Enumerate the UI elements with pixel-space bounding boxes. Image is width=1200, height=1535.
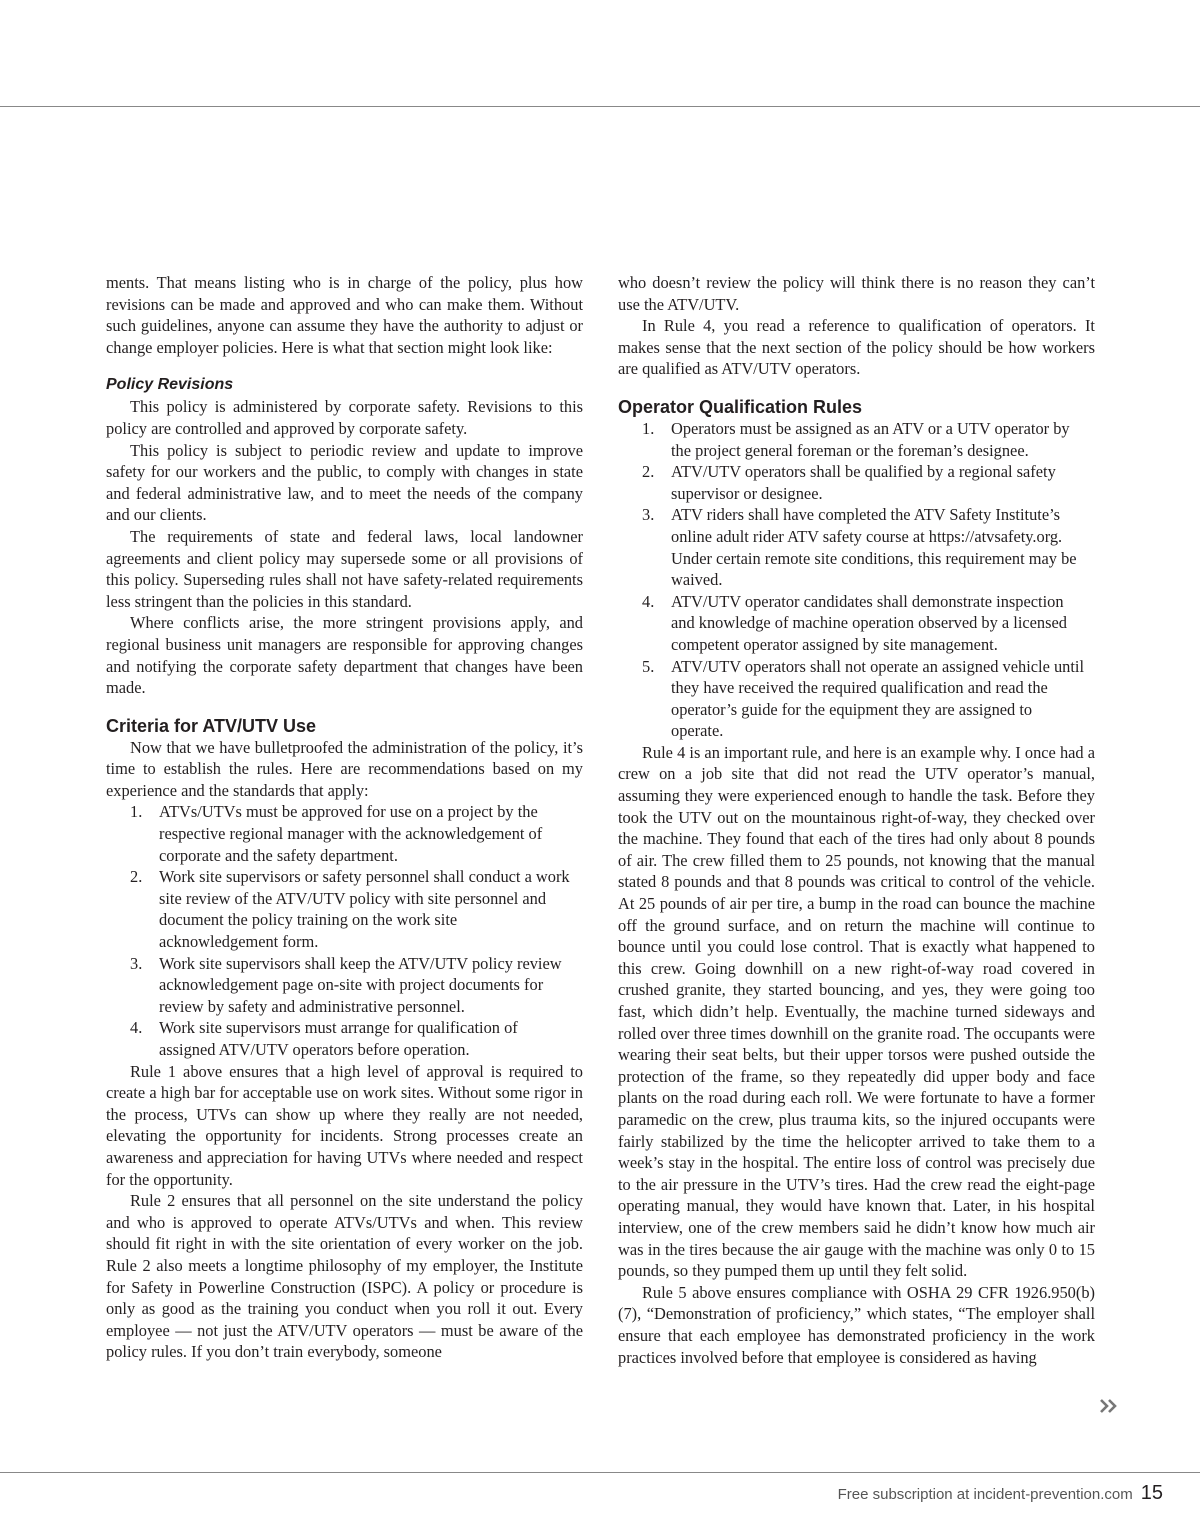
rule2-paragraph: Rule 2 ensures that all personnel on the site understand the policy and who is approved to operate ATVs/UTVs and when. This review should fit right in with the site orientation of every worker on the job. Rule 2 also meets a longtime philosophy of my employer, the Institute for Safety in Powerline Construction (ISPC). A policy or procedure is only as good as the training you conduct when you roll it out. Every employee — not just the ATV/UTV operators — must be aware of the policy rules. If you don’t train everybody, someone (106, 1191, 583, 1362)
page-number: 15 (1140, 1482, 1163, 1504)
list-number: 4. (130, 1018, 143, 1038)
list-text: Operators must be assigned as an ATV or a UTV operator by the project general foreman or the foreman’s designee. (671, 418, 1070, 460)
revisions-paragraph: The requirements of state and federal laws, local landowner agreements and client policy may supersede some or all provisions of this policy. Superseding rules shall not have safety-related requirements less stringent than the policies in this standard. (106, 526, 583, 611)
list-item (106, 801, 583, 866)
rule4-reference-paragraph: In Rule 4, you read a reference to qualification of operators. It makes sense that the next section of the policy should be how workers are qualified as ATV/UTV operators. (618, 316, 1095, 379)
right-column (618, 272, 1095, 1368)
list-item (618, 461, 1095, 504)
list-item (106, 866, 583, 952)
revisions-paragraph: This policy is administered by corporate safety. Revisions to this policy are controlled and approved by corporate safety. (106, 397, 583, 438)
list-text: ATV/UTV operators shall not operate an assigned vehicle until they have received the required qualification and read the operator’s guide for the equipment they are assigned to operate. (671, 656, 1084, 741)
operator-qualification-heading: Operator Qualification Rules (618, 396, 863, 417)
list-number: 5. (642, 656, 655, 676)
list-item (618, 591, 1095, 656)
list-text: Work site supervisors or safety personnel shall conduct a work site review of the ATV/UTV policy with site personnel and document the policy training on the work site acknowledgement form. (159, 867, 570, 952)
list-item (106, 953, 583, 1018)
continued-paragraph: who doesn’t review the policy will think there is no reason they can’t use the ATV/UTV. (618, 273, 1095, 314)
left-column (106, 272, 583, 1363)
policy-revisions-heading: Policy Revisions (106, 376, 234, 394)
story-paragraph: Rule 4 is an important rule, and here is an example why. I once had a crew on a job site that did not read the UTV operator’s manual, assuming they were experienced enough to handle the task. Before they took the UTV out on the mountainous right-of-way, they checked over the machine. They found that each of the tires had only about 8 pounds of air. The crew filled them to 25 pounds, not knowing that the manual stated 8 pounds and that 8 pounds was critical to control of the vehicle. At 25 pounds of air per tire, a bump in the road can bounce the machine off the ground surface, and on return the machine will continue to bounce until you could lose control. That is exactly what happened to this crew. Going downhill on a new right-of-way road covered in crushed granite, they started bouncing, and yes, they were going too fast, which didn’t help. Eventually, the machine turned sideways and rolled over three times downhill on the granite road. The occupants were wearing their seat belts, but their upper torsos were pushed outside the protection of the frame, so they repeatedly did upper body and face plants on the road during each roll. We were fortunate to have a former paramedic on the crew, plus trauma kits, so the injured occupants were fairly stabilized by the time the helicopter arrived to take them to a week’s stay in the hospital. The entire loss of control was precisely due to the air pressure in the UTV’s tires. Had the crew read the eight-page operating manual, they would have known that. Later, in his hospital interview, one of the crew members said he didn’t know how much air was in the tires because the air gauge with the machine was only 0 to 15 pounds, so they pumped them up until they felt solid. (618, 742, 1095, 1281)
list-item (106, 1017, 583, 1060)
revisions-paragraph: Where conflicts arise, the more stringent provisions apply, and regional business unit managers are responsible for approving changes and notifying the corporate safety department that changes have been made. (106, 613, 583, 698)
intro-paragraph: ments. That means listing who is in charge of the policy, plus how revisions can be made and approved and who can make them. Without such guidelines, anyone can assume they have the authority to adjust or change employer policies. Here is what that section might look like: (106, 273, 583, 357)
double-chevron-right-icon (1099, 1398, 1119, 1414)
list-item (618, 418, 1095, 461)
list-number: 2. (642, 462, 655, 482)
top-rule (0, 106, 1200, 107)
rule5-paragraph: Rule 5 above ensures compliance with OSHA 29 CFR 1926.950(b)(7), “Demonstration of proficiency,” which states, “The employer shall ensure that each employee has demonstrated proficiency in the work practices involved before that employee is considered as having (618, 1282, 1095, 1367)
list-number: 2. (130, 867, 143, 887)
list-text: ATV/UTV operator candidates shall demonstrate inspection and knowledge of machine operation observed by a licensed competent operator assigned by site management. (671, 591, 1067, 654)
criteria-paragraph: Now that we have bulletproofed the administration of the policy, it’s time to establish the rules. Here are recommendations based on my experience and the standards that apply: (106, 737, 583, 800)
list-number: 1. (130, 802, 143, 822)
list-text: ATV/UTV operators shall be qualified by a regional safety supervisor or designee. (671, 462, 1056, 503)
criteria-heading: Criteria for ATV/UTV Use (106, 715, 317, 736)
subscription-text: Free subscription at incident-prevention.com (837, 1486, 1133, 1503)
list-number: 4. (642, 591, 655, 611)
list-number: 3. (642, 505, 655, 525)
list-item (618, 656, 1095, 742)
list-number: 3. (130, 953, 143, 973)
bottom-rule (0, 1472, 1200, 1473)
revisions-paragraph: This policy is subject to periodic review and update to improve safety for our workers and the public, to comply with changes in state and federal administrative law, and to meet the needs of the company and our clients. (106, 440, 583, 525)
list-number: 1. (642, 418, 655, 438)
criteria-rules-list (106, 801, 583, 1060)
rule1-paragraph: Rule 1 above ensures that a high level of approval is required to create a high bar for acceptable use on work sites. Without some rigor in the process, UTVs can show up where they really are not needed, elevating the opportunity for incidents. Strong processes create an awareness and appreciation for having UTVs where needed and respect for the opportunity. (106, 1061, 583, 1189)
operator-rules-list (618, 418, 1095, 742)
list-text: Work site supervisors shall keep the ATV/UTV policy review acknowledgement page on-site with project documents for review by safety and administrative personnel. (159, 953, 562, 1016)
list-text: ATVs/UTVs must be approved for use on a project by the respective regional manager with the acknowledgement of corporate and the safety department. (159, 802, 543, 865)
list-text: ATV riders shall have completed the ATV Safety Institute’s online adult rider ATV safety course at https://atvsafety.org. Under certain remote site conditions, this requirement may be waived. (671, 505, 1077, 590)
page-footer (0, 1482, 1163, 1505)
list-item (618, 504, 1095, 590)
list-text: Work site supervisors must arrange for qualification of assigned ATV/UTV operators before operation. (159, 1018, 518, 1059)
